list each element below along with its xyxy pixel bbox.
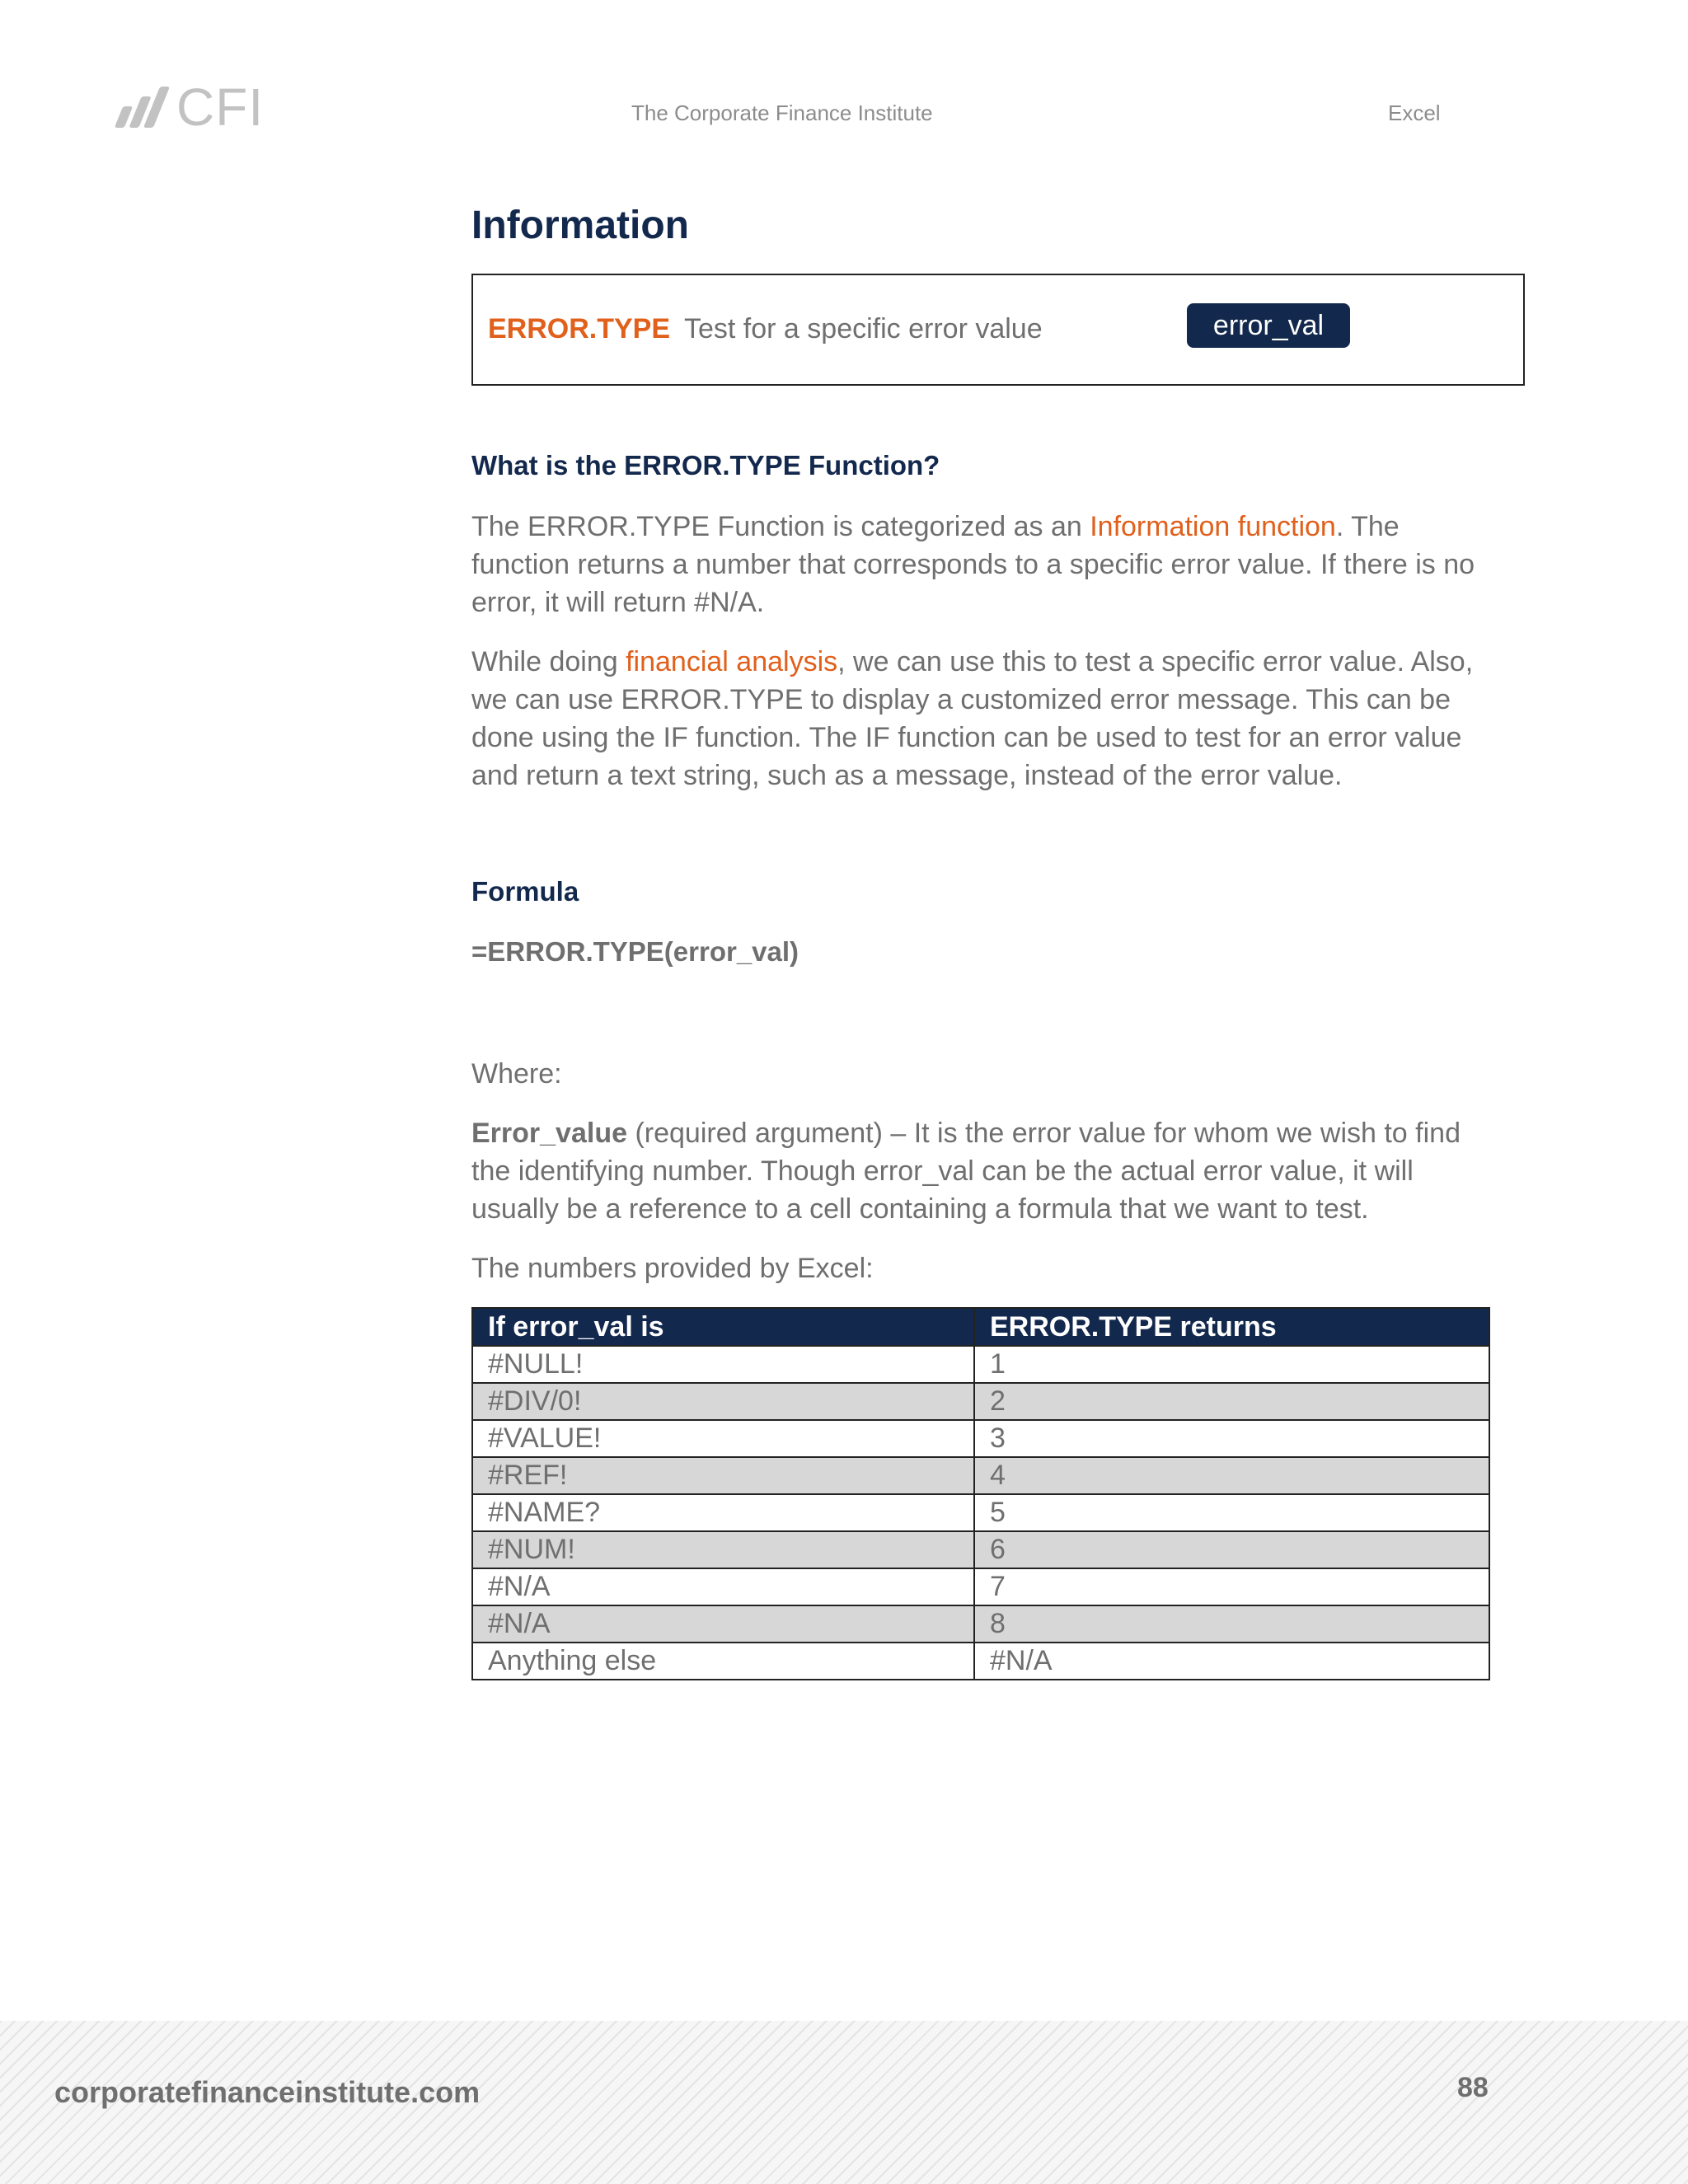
table-cell: #N/A: [472, 1605, 974, 1643]
p2-text-start: While doing: [471, 646, 626, 677]
argument-text: (required argument) – It is the error value for whom we wish to find the identifying number. Though error_val can be the actual error value, it will usually be a reference to a cell containing a formula that we want to test.: [471, 1118, 1461, 1225]
table-row: [472, 1383, 1489, 1420]
table-cell: #NAME?: [472, 1494, 974, 1531]
error-type-table: [471, 1307, 1490, 1680]
table-cell: 7: [974, 1568, 1489, 1605]
table-cell: #VALUE!: [472, 1420, 974, 1457]
table-row: [472, 1568, 1489, 1605]
table-cell: 1: [974, 1346, 1489, 1383]
table-row: [472, 1457, 1489, 1494]
table-cell: 6: [974, 1531, 1489, 1568]
table-row: [472, 1346, 1489, 1383]
table-cell: #NULL!: [472, 1346, 974, 1383]
function-name: ERROR.TYPE: [488, 313, 671, 344]
table-cell: #NUM!: [472, 1531, 974, 1568]
function-description: Test for a specific error value: [684, 313, 1043, 344]
p1-text-end: . The function returns a number that corresponds to a specific error value. If there is no error, it will return #N/A.: [471, 511, 1475, 618]
page-footer: [0, 2021, 1688, 2184]
where-label: Where:: [471, 1058, 562, 1090]
p1-text-start: The ERROR.TYPE Function is categorized as an: [471, 511, 1090, 542]
financial-analysis-link[interactable]: financial analysis: [626, 646, 838, 677]
cfi-logo-icon: [114, 85, 171, 129]
logo-text: CFI: [176, 77, 265, 137]
table-cell: 3: [974, 1420, 1489, 1457]
argument-description: [471, 1114, 1502, 1228]
table-cell: #DIV/0!: [472, 1383, 974, 1420]
table-cell: #N/A: [974, 1643, 1489, 1680]
cfi-logo: [114, 77, 265, 137]
table-cell: Anything else: [472, 1643, 974, 1680]
table-row: [472, 1605, 1489, 1643]
argument-name: Error_value: [471, 1118, 627, 1149]
table-cell: 8: [974, 1605, 1489, 1643]
table-row: [472, 1420, 1489, 1457]
column-header: ERROR.TYPE returns: [974, 1308, 1489, 1346]
main-content: [471, 196, 1526, 386]
what-is-heading: What is the ERROR.TYPE Function?: [471, 450, 940, 480]
footer-website-link[interactable]: corporatefinanceinstitute.com: [54, 2075, 481, 2109]
column-header: If error_val is: [472, 1308, 974, 1346]
table-row: [472, 1643, 1489, 1680]
p2-text-end: , we can use this to test a specific error value. Also, we can use ERROR.TYPE to display a customized error message. This can be done using the IF function. The IF function can be used to test for an error value and return a text string, such as a message, instead of the error value.: [471, 646, 1474, 791]
table-row: [472, 1531, 1489, 1568]
argument-badge: error_val: [1187, 303, 1350, 348]
formula-syntax: =ERROR.TYPE(error_val): [471, 936, 799, 967]
header-title: The Corporate Finance Institute: [631, 101, 933, 125]
information-function-link[interactable]: Information function: [1090, 511, 1336, 542]
what-is-paragraph-2: [471, 643, 1502, 794]
page-number: 88: [1457, 2072, 1489, 2103]
table-header-row: [472, 1308, 1489, 1346]
table-cell: 2: [974, 1383, 1489, 1420]
what-is-paragraph-1: [471, 508, 1502, 621]
numbers-intro: The numbers provided by Excel:: [471, 1253, 874, 1284]
header-category: Excel: [1388, 101, 1441, 125]
table-cell: 4: [974, 1457, 1489, 1494]
formula-heading: Formula: [471, 876, 579, 907]
table-cell: #N/A: [472, 1568, 974, 1605]
table-cell: 5: [974, 1494, 1489, 1531]
table-row: [472, 1494, 1489, 1531]
table-cell: #REF!: [472, 1457, 974, 1494]
section-title: Information: [471, 204, 689, 247]
function-summary-box: [471, 274, 1525, 386]
